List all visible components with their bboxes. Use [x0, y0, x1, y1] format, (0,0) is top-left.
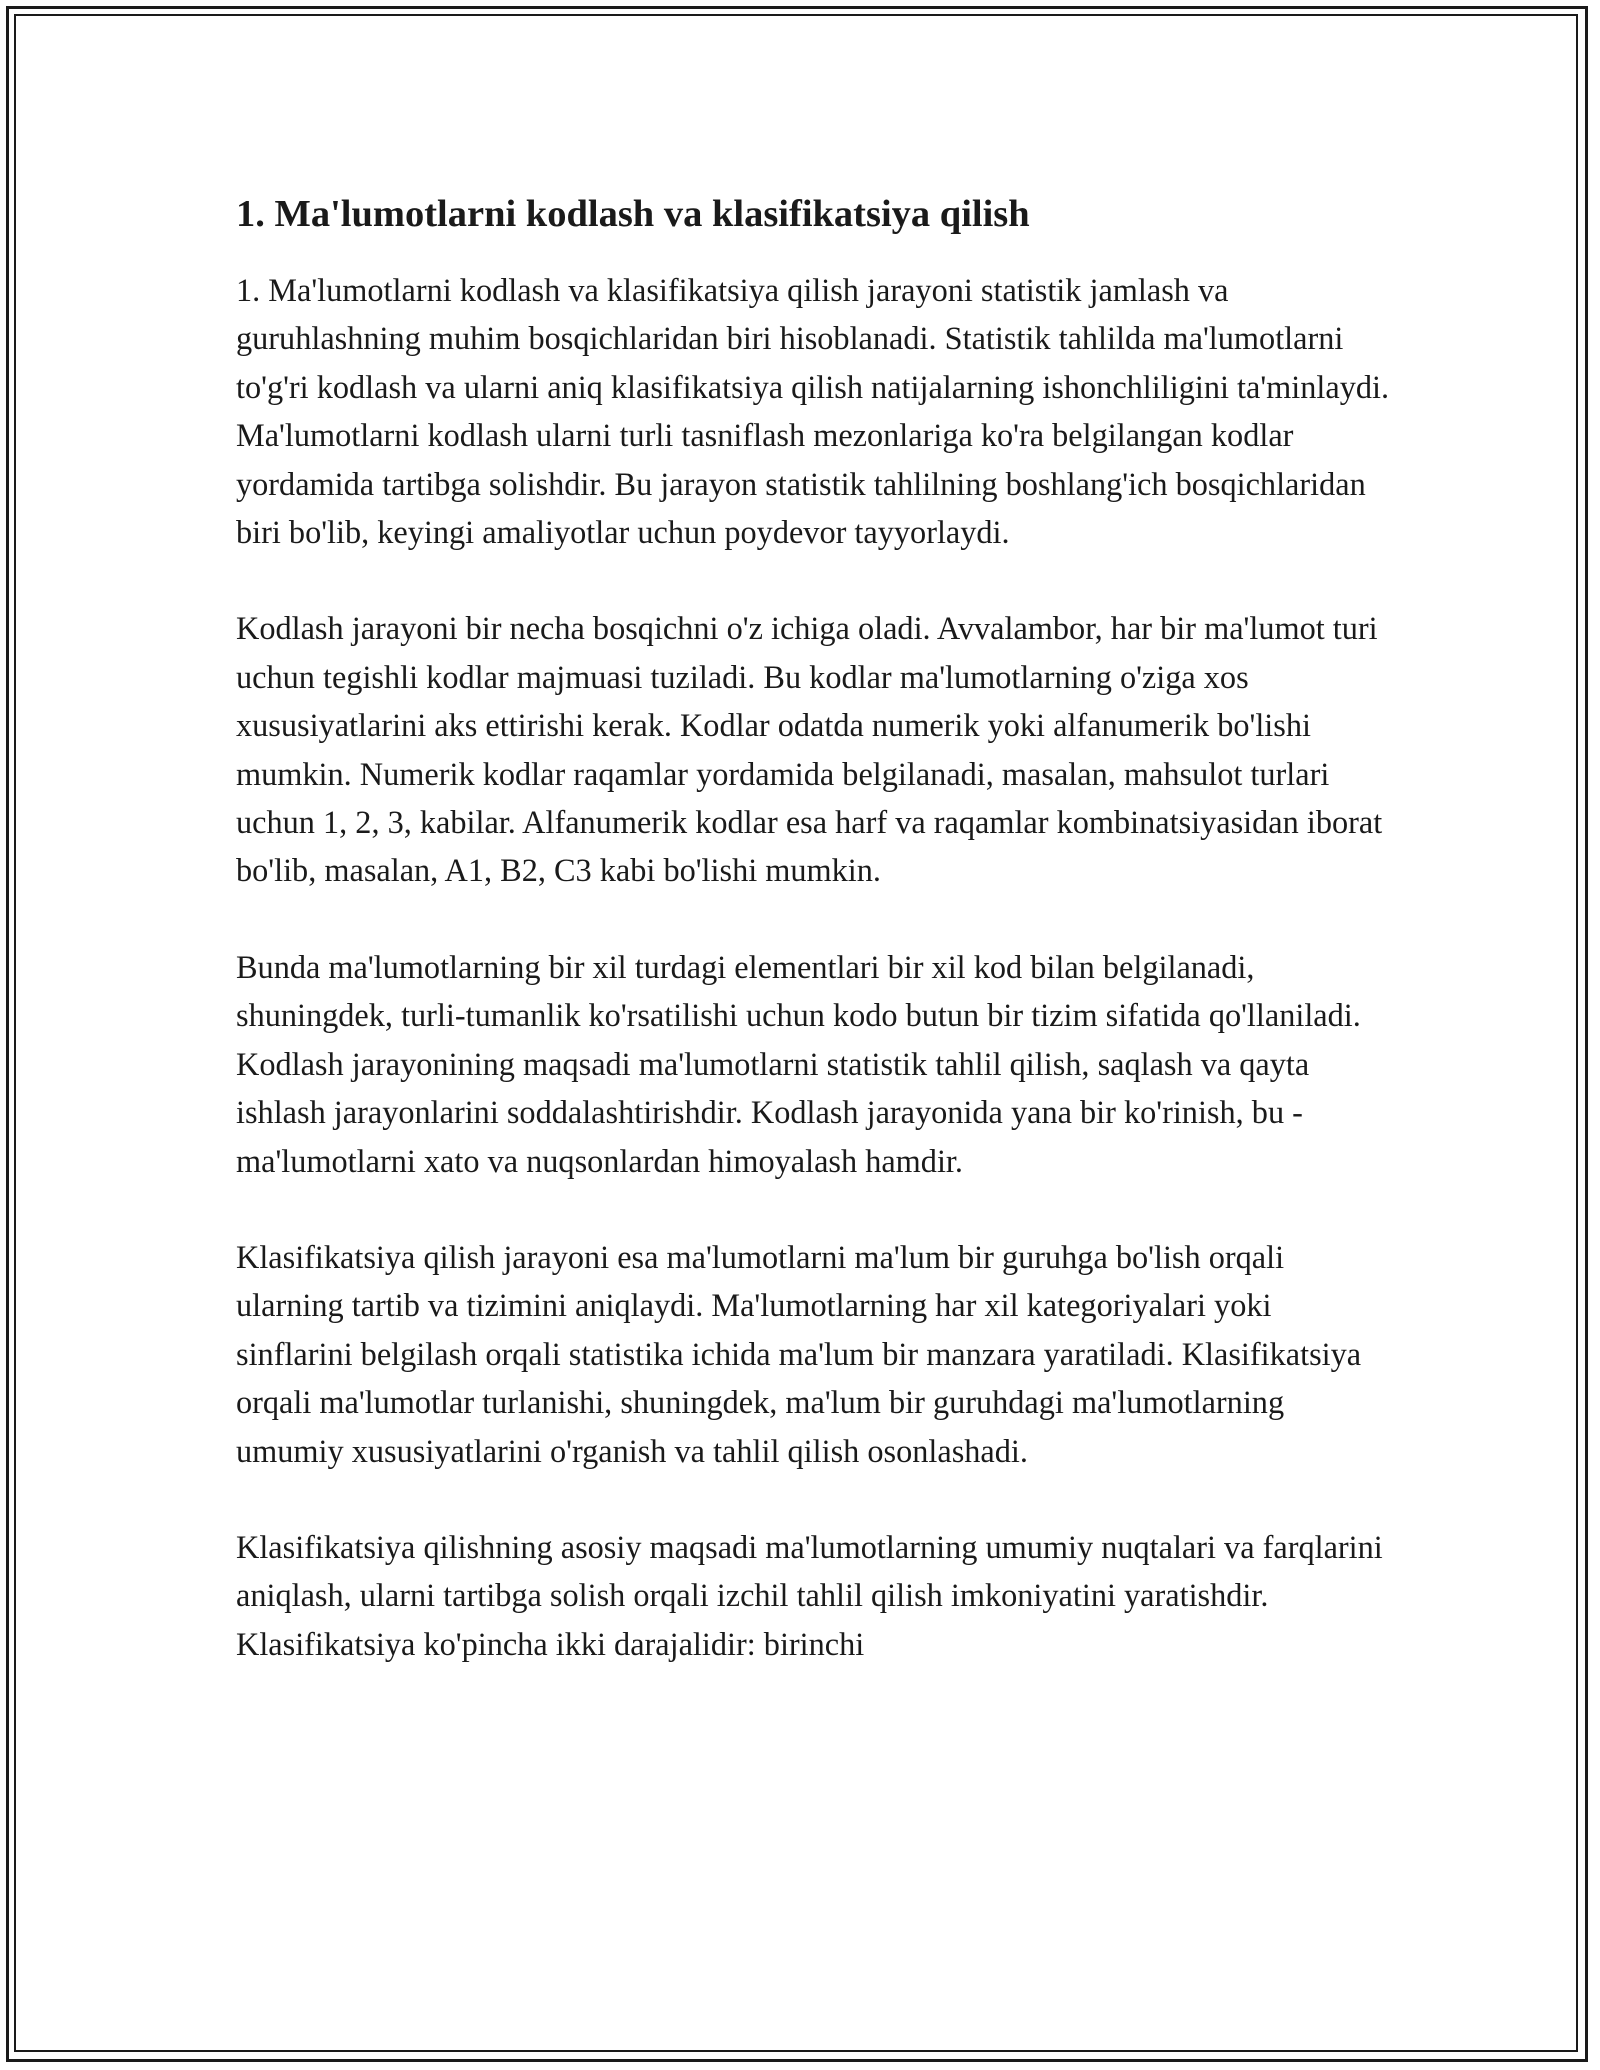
- paragraph-5: Klasifikatsiya qilishning asosiy maqsadi ma'lumotlarning umumiy nuqtalari va farqlarini aniqlash, ularni tartibga solish orqali izchil tahlil qilish imkoniyatini yaratishdir. Klasifikatsiya ko'pincha ikki darajalidir: birinchi: [236, 1528, 1383, 1662]
- paragraph-4: Klasifikatsiya qilish jarayoni esa ma'lumotlarni ma'lum bir guruhga bo'lish orqali ularning tartib va tizimini aniqlaydi. Ma'lumotlarning har xil kategoriyalari yoki sinflarini belgilash orqali statistika ichida ma'lum bir manzara yaratiladi. Klasifikatsiya orqali ma'lumotlar turlanishi, shuningdek, ma'lum bir guruhdagi ma'lumotlarning umumiy xususiyatlarini o'rganish va tahlil qilish osonlashadi.: [236, 1238, 1362, 1469]
- paragraph-2: Kodlash jarayoni bir necha bosqichni o'z ichiga oladi. Avvalambor, har bir ma'lumot turi uchun tegishli kodlar majmuasi tuziladi. Bu kodlar ma'lumotlarning o'ziga xos xususiyatlarini aks ettirishi kerak. Kodlar odatda numerik yoki alfanumerik bo'lishi mumkin. Numerik kodlar raqamlar yordamida belgilanadi, masalan, mahsulot turlari uchun 1, 2, 3, kabilar. Alfanumerik kodlar esa harf va raqamlar kombinatsiyasidan iborat bo'lib, masalan, A1, B2, C3 kabi bo'lishi mumkin.: [236, 610, 1383, 889]
- paragraph-1: 1. Ma'lumotlarni kodlash va klasifikatsiya qilish jarayoni statistik jamlash va guruhlashning muhim bosqichlaridan biri hisoblanadi. Statistik tahlilda ma'lumotlarni to'g'ri kodlash va ularni aniq klasifikatsiya qilish natijalarning ishonchliligini ta'minlaydi. Ma'lumotlarni kodlash ularni turli tasniflash mezonlariga ko'ra belgilangan kodlar yordamida tartibga solishdir. Bu jarayon statistik tahlilning boshlang'ich bosqichlaridan biri bo'lib, keyingi amaliyotlar uchun poydevor tayyorlaydi.: [236, 272, 1390, 551]
- document-body: [236, 188, 1396, 1716]
- document-title: 1. Ma'lumotlarni kodlash va klasifikatsiya qilish: [236, 193, 1030, 235]
- paragraph-3: Bunda ma'lumotlarning bir xil turdagi elementlari bir xil kod bilan belgilanadi, shuningdek, turli-tumanlik ko'rsatilishi uchun kodo butun bir tizim sifatida qo'llaniladi. Kodlash jarayonining maqsadi ma'lumotlarni statistik tahlil qilish, saqlash va qayta ishlash jarayonlarini soddalashtirishdir. Kodlash jarayonida yana bir ko'rinish, bu - ma'lumotlarni xato va nuqsonlardan himoyalash hamdir.: [236, 948, 1361, 1179]
